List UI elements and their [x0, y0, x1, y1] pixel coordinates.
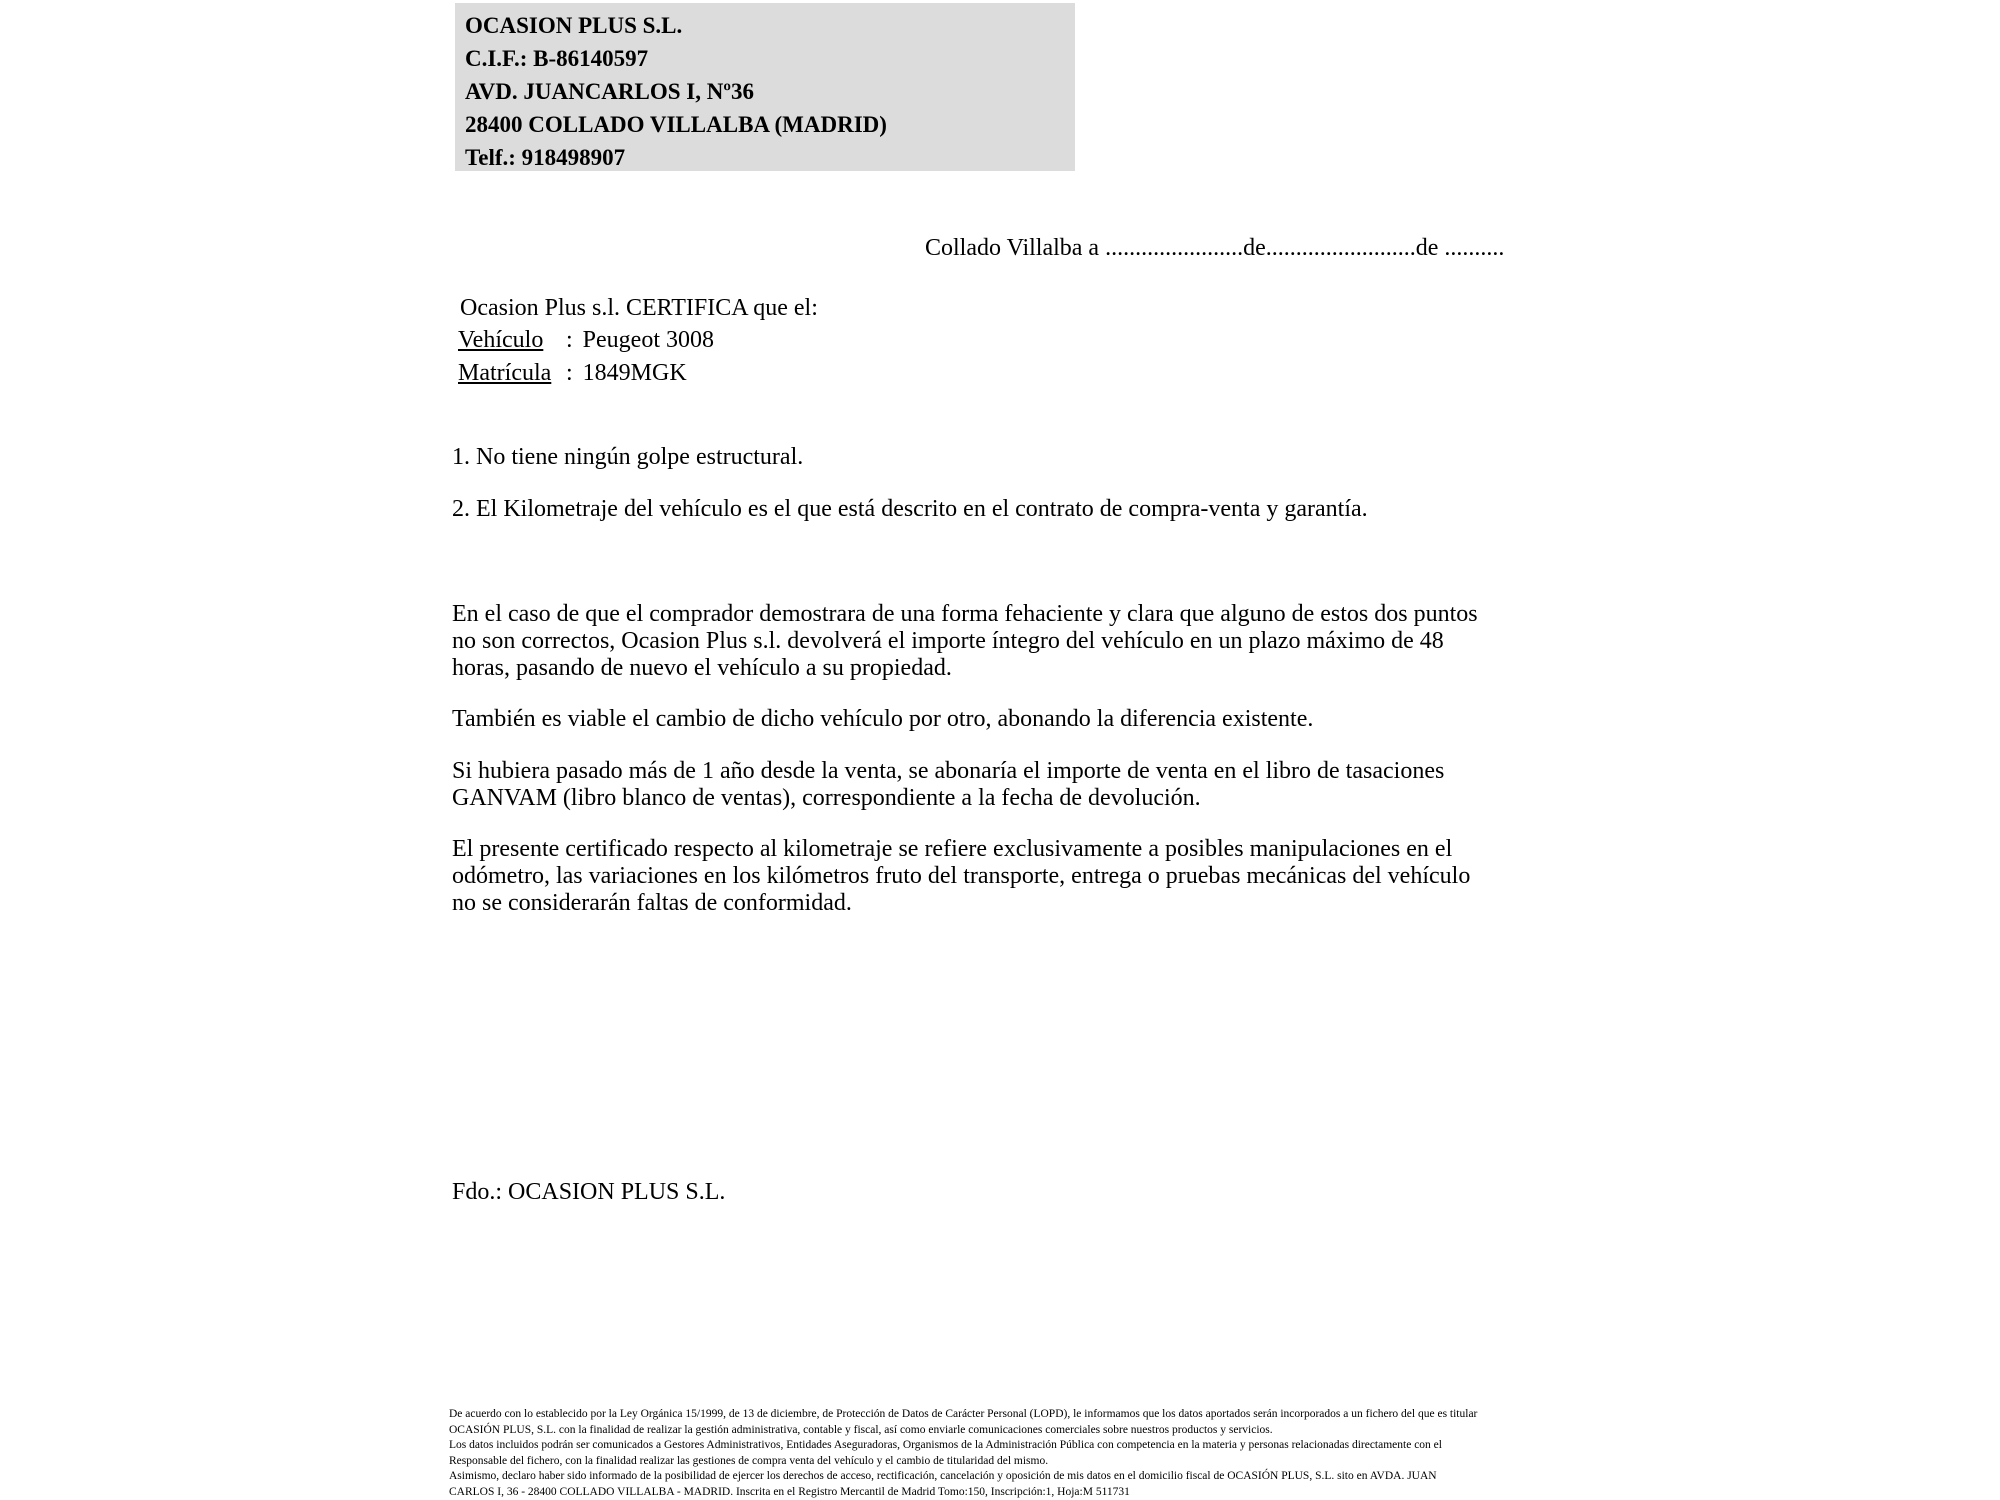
plate-value: 1849MGK — [582, 360, 687, 386]
company-header-box — [455, 3, 1075, 171]
legal-line-5: Asimismo, declaro haber sido informado de la posibilidad de ejercer los derechos de acceso, rectificación, cancelación y oposición de mis datos en el domicilio fiscal de OCASIÓN PLUS, S.L. sito en AVDA. JUAN — [449, 1470, 1437, 1482]
certification-intro: Ocasion Plus s.l. CERTIFICA que el: — [460, 295, 818, 321]
company-phone: Telf.: 918498907 — [465, 145, 626, 170]
vehicle-field-row — [458, 327, 714, 354]
plate-field-row — [458, 360, 687, 387]
plate-label: Matrícula — [458, 360, 552, 386]
paragraph-exchange: También es viable el cambio de dicho vehículo por otro, abonando la diferencia existente. — [452, 706, 1314, 732]
paragraph-ganvam: Si hubiera pasado más de 1 año desde la venta, se abonaría el importe de venta en el libro de tasaciones GANVAM (libro blanco de ventas), correspondiente a la fecha de devolución. — [452, 758, 1445, 811]
legal-line-1: De acuerdo con lo establecido por la Ley Orgánica 15/1999, de 13 de diciembre, de Protección de Datos de Carácter Personal (LOPD), le informamos que los datos aportados serán incorporados a un fichero del que es titular — [449, 1408, 1478, 1420]
signature-line: Fdo.: OCASION PLUS S.L. — [452, 1179, 726, 1205]
point-2: 2. El Kilometraje del vehículo es el que está descrito en el contrato de compra-venta y garantía. — [452, 496, 1368, 522]
paragraph-odometer: El presente certificado respecto al kilometraje se refiere exclusivamente a posibles manipulaciones en el odómetro, las variaciones en los kilómetros fruto del transporte, entrega o pruebas mecánicas del vehículo no se considerarán faltas de conformidad. — [452, 836, 1471, 916]
legal-line-2: OCASIÓN PLUS, S.L. con la finalidad de realizar la gestión administrativa, contable y fiscal, así como enviarle comunicaciones comerciales sobre nuestros productos y servicios. — [449, 1423, 1273, 1436]
paragraph-refund: En el caso de que el comprador demostrara de una forma fehaciente y clara que alguno de estos dos puntos no son correctos, Ocasion Plus s.l. devolverá el importe íntegro del vehículo en un plazo máximo de 48 horas, pasando de nuevo el vehículo a su propiedad. — [452, 601, 1478, 681]
vehicle-separator: : — [566, 327, 573, 353]
company-name: OCASION PLUS S.L. — [465, 13, 683, 38]
company-address: AVD. JUANCARLOS I, Nº36 — [465, 79, 754, 104]
vehicle-label: Vehículo — [458, 327, 544, 353]
company-city: 28400 COLLADO VILLALBA (MADRID) — [465, 112, 887, 137]
legal-line-3: Los datos incluidos podrán ser comunicados a Gestores Administrativos, Entidades Aseguradoras, Organismos de la Administración Pública con competencia en la materia y personas relacionadas directamente con el — [449, 1439, 1442, 1451]
date-fill-in-line: Collado Villalba a .......................de.........................de .......... — [925, 235, 1505, 261]
legal-footer — [449, 1407, 1477, 1500]
point-1: 1. No tiene ningún golpe estructural. — [452, 444, 804, 470]
legal-line-4: Responsable del fichero, con la finalidad realizar las gestiones de compra venta del vehículo y el cambio de titularidad del mismo. — [449, 1454, 1049, 1467]
plate-separator: : — [566, 360, 573, 386]
vehicle-value: Peugeot 3008 — [582, 327, 714, 353]
company-cif: C.I.F.: B-86140597 — [465, 46, 649, 71]
legal-line-6: CARLOS I, 36 - 28400 COLLADO VILLALBA - MADRID. Inscrita en el Registro Mercantil de Madrid Tomo:150, Inscripción:1, Hoja:M 511731 — [449, 1485, 1130, 1498]
